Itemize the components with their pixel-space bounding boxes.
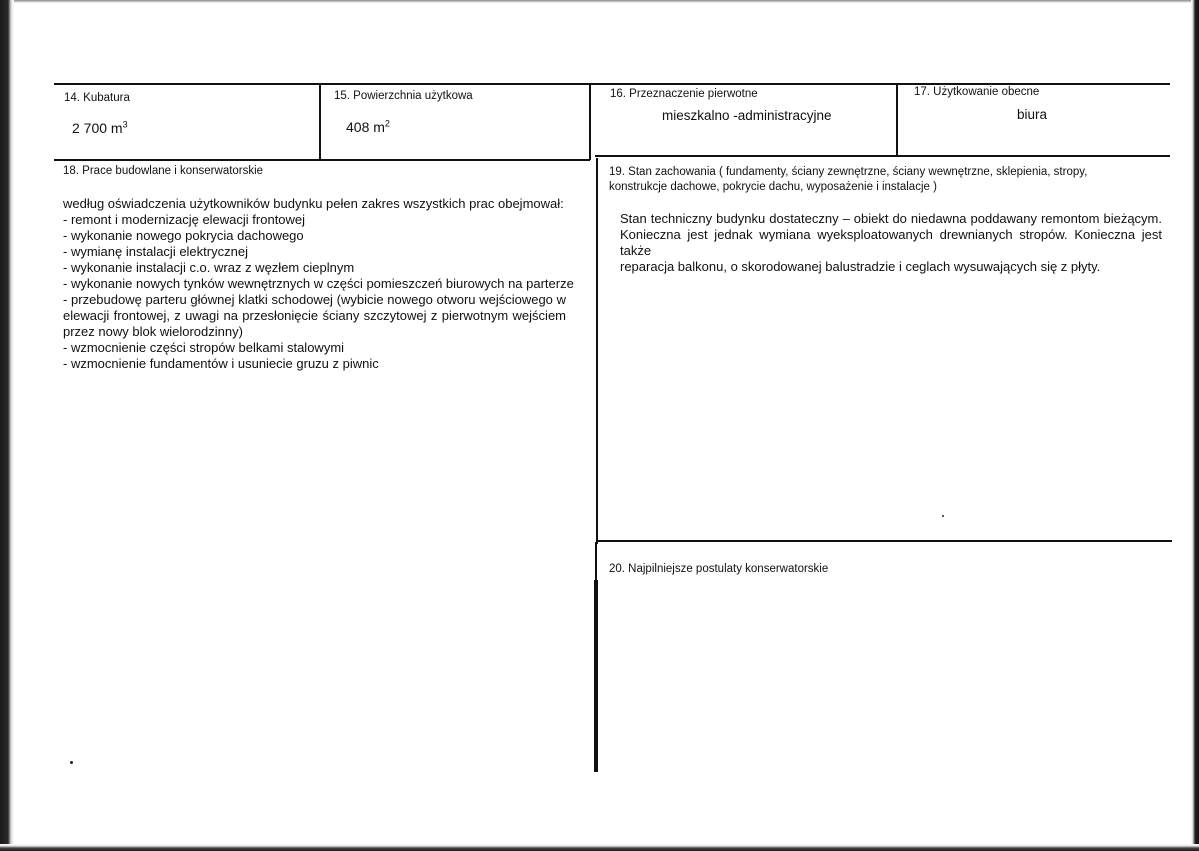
field-18-line: - wykonanie nowego pokrycia dachowego: [63, 228, 304, 243]
field-19-line: reparacja balkonu, o skorodowanej balustradzie i ceglach wysuwających się z płyty.: [620, 259, 1101, 274]
field-19-label-line-1: 19. Stan zachowania ( fundamenty, ściany zewnętrzne, ściany wewnętrzne, sklepienia, stropy,: [609, 166, 1088, 178]
field-18-line: według oświadczenia użytkowników budynku pełen zakres wszystkich prac obejmował:: [63, 196, 564, 211]
scan-edge-right: [1191, 0, 1199, 851]
field-18-label: 18. Prace budowlane i konserwatorskie: [63, 165, 264, 177]
divider-main-bottom: [595, 542, 597, 580]
field-14-value: [72, 120, 128, 136]
field-14-unit-exponent: 3: [122, 119, 128, 130]
field-17-label: 17. Użytkowanie obecne: [914, 86, 1040, 98]
field-20-label: 20. Najpilniejsze postulaty konserwatorskie: [609, 563, 829, 575]
divider-main-lower: [596, 158, 598, 544]
field-15-value-text: 408 m: [346, 119, 385, 135]
divider-16-17: [896, 84, 898, 156]
field-14-value-text: 2 700 m: [72, 120, 123, 136]
field-18-line: przez nowy blok wielorodzinny): [63, 324, 243, 339]
field-19-label-line-2: konstrukcje dachowe, pokrycie dachu, wyposażenie i instalacje ): [609, 181, 937, 193]
scan-speck: [942, 515, 944, 517]
field-15-value: [346, 119, 390, 135]
rule-20-top: [597, 540, 1172, 542]
field-19-line: Konieczna jest jednak wymiana wyeksploatowanych drewnianych stropów. Konieczna jest także: [620, 227, 1162, 258]
field-18-line: elewacji frontowej, z uwagi na przesłonięcie ściany szczytowej z pierwotnym wejściem: [63, 308, 566, 323]
field-18-line: - wykonanie nowych tynków wewnętrznych w części pomieszczeń biurowych na parterze: [63, 276, 574, 291]
field-18-line: - wzmocnienie części stropów belkami stalowymi: [63, 340, 345, 355]
divider-main-upper: [589, 84, 591, 160]
field-18-line: - wzmocnienie fundamentów i usuniecie gruzu z piwnic: [63, 356, 379, 371]
field-15-label: 15. Powierzchnia użytkowa: [334, 90, 473, 102]
field-14-label: 14. Kubatura: [64, 92, 130, 104]
row1-bottom-rule-left: [54, 159, 590, 161]
top-rule: [54, 83, 1170, 85]
field-18-line: - wykonanie instalacji c.o. wraz z węzłem cieplnym: [63, 260, 355, 275]
field-17-value: biura: [1017, 107, 1048, 122]
field-18-line: - wymianę instalacji elektrycznej: [63, 244, 248, 259]
field-18-line: - przebudowę parteru głównej klatki schodowej (wybicie nowego otworu wejściowego w: [63, 292, 566, 307]
scan-speck: [70, 761, 73, 764]
scan-edge-bottom: [0, 844, 1199, 851]
field-19-content: [620, 211, 1162, 275]
field-15-unit-exponent: 2: [384, 118, 390, 129]
field-16-value: mieszkalno -administracyjne: [662, 108, 832, 123]
divider-14-15: [319, 84, 321, 160]
divider-main-bottom-thick: [594, 580, 598, 772]
scan-edge-left: [0, 0, 14, 851]
field-18-line: - remont i modernizację elewacji frontowej: [63, 212, 306, 227]
field-16-label: 16. Przeznaczenie pierwotne: [610, 88, 758, 100]
field-18-content: [63, 196, 574, 372]
row1-bottom-rule-right: [595, 155, 1170, 157]
field-19-line: Stan techniczny budynku dostateczny – obiekt do niedawna poddawany remontom bieżącym.: [620, 211, 1162, 226]
scan-edge-top: [14, 0, 1191, 3]
